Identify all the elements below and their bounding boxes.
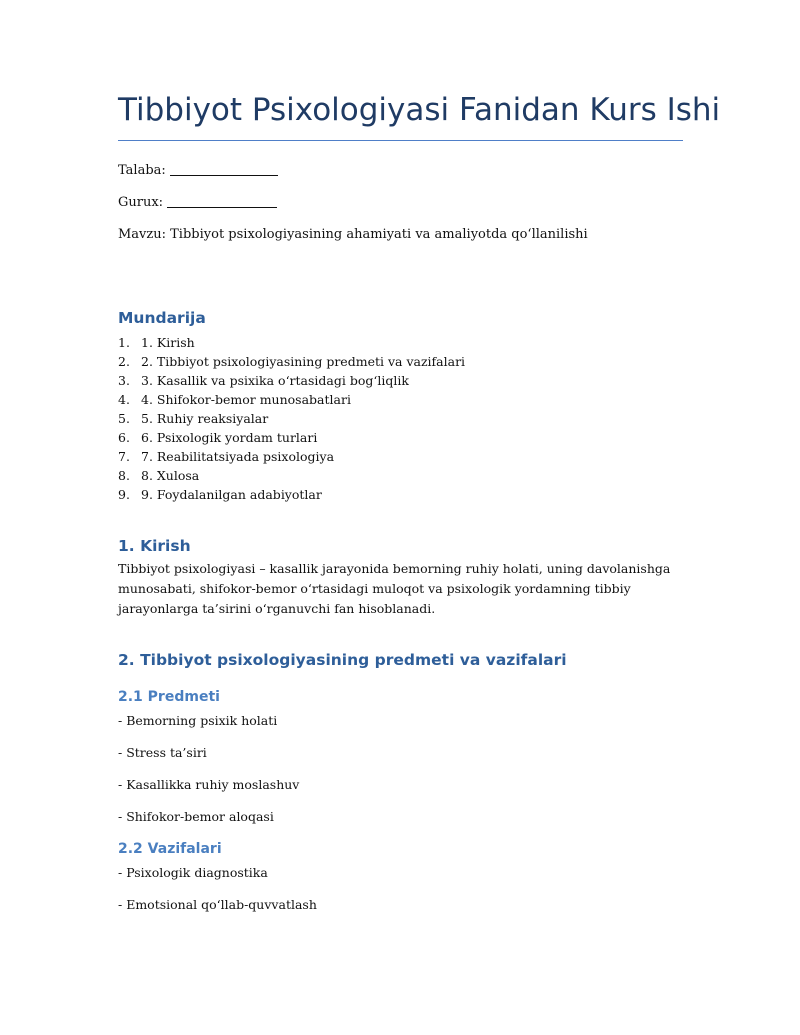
kirish-paragraph: Tibbiyot psixologiyasi – kasallik jarayonida bemorning ruhiy holati, uning davolanishga munosabati, shifokor-bemor o‘rtasidagi muloqot va psixologik yordamning tibbiy jarayonlarga ta’sirini o‘rganuvchi fan hisoblanadi.: [118, 561, 671, 616]
list-item: - Stress ta’siri: [118, 745, 207, 760]
toc-item[interactable]: 2. 2. Tibbiyot psixologiyasining predmeti va vazifalari: [118, 354, 466, 369]
toc-heading: Mundarija: [118, 309, 206, 327]
toc-item[interactable]: 9. 9. Foydalanilgan adabiyotlar: [118, 487, 322, 502]
section-heading-kirish: 1. Kirish: [118, 537, 191, 555]
topic-line: Mavzu: Tibbiyot psixologiyasining ahamiyati va amaliyotda qo‘llanilishi: [118, 227, 588, 242]
group-label: Gurux:: [118, 195, 164, 210]
subsection-heading-predmeti: 2.1 Predmeti: [118, 689, 220, 705]
student-blank: [170, 163, 278, 176]
toc-item[interactable]: 7. 7. Reabilitatsiyada psixologiya: [118, 449, 335, 464]
list-item: - Bemorning psixik holati: [118, 713, 278, 728]
toc-item[interactable]: 6. 6. Psixologik yordam turlari: [118, 430, 318, 445]
toc-item[interactable]: 1. 1. Kirish: [118, 335, 195, 350]
student-field: [118, 163, 278, 178]
toc-item[interactable]: 5. 5. Ruhiy reaksiyalar: [118, 411, 269, 426]
list-item: - Psixologik diagnostika: [118, 865, 268, 880]
student-label: Talaba:: [118, 163, 166, 178]
subsection-heading-vazifalari: 2.2 Vazifalari: [118, 841, 222, 857]
section-heading-predmet-vazifalar: 2. Tibbiyot psixologiyasining predmeti va vazifalari: [118, 651, 567, 669]
toc-item[interactable]: 4. 4. Shifokor-bemor munosabatlari: [118, 392, 351, 407]
group-blank: [167, 195, 277, 208]
title-underline: [118, 140, 683, 141]
toc-item[interactable]: 3. 3. Kasallik va psixika o‘rtasidagi bog‘liqlik: [118, 373, 409, 388]
table-of-contents: [118, 333, 465, 504]
list-item: - Emotsional qo‘llab-quvvatlash: [118, 897, 317, 912]
list-item: - Kasallikka ruhiy moslashuv: [118, 777, 300, 792]
document-title: Tibbiyot Psixologiyasi Fanidan Kurs Ishi: [118, 92, 721, 128]
group-field: [118, 195, 277, 210]
toc-item[interactable]: 8. 8. Xulosa: [118, 468, 200, 483]
list-item: - Shifokor-bemor aloqasi: [118, 809, 274, 824]
